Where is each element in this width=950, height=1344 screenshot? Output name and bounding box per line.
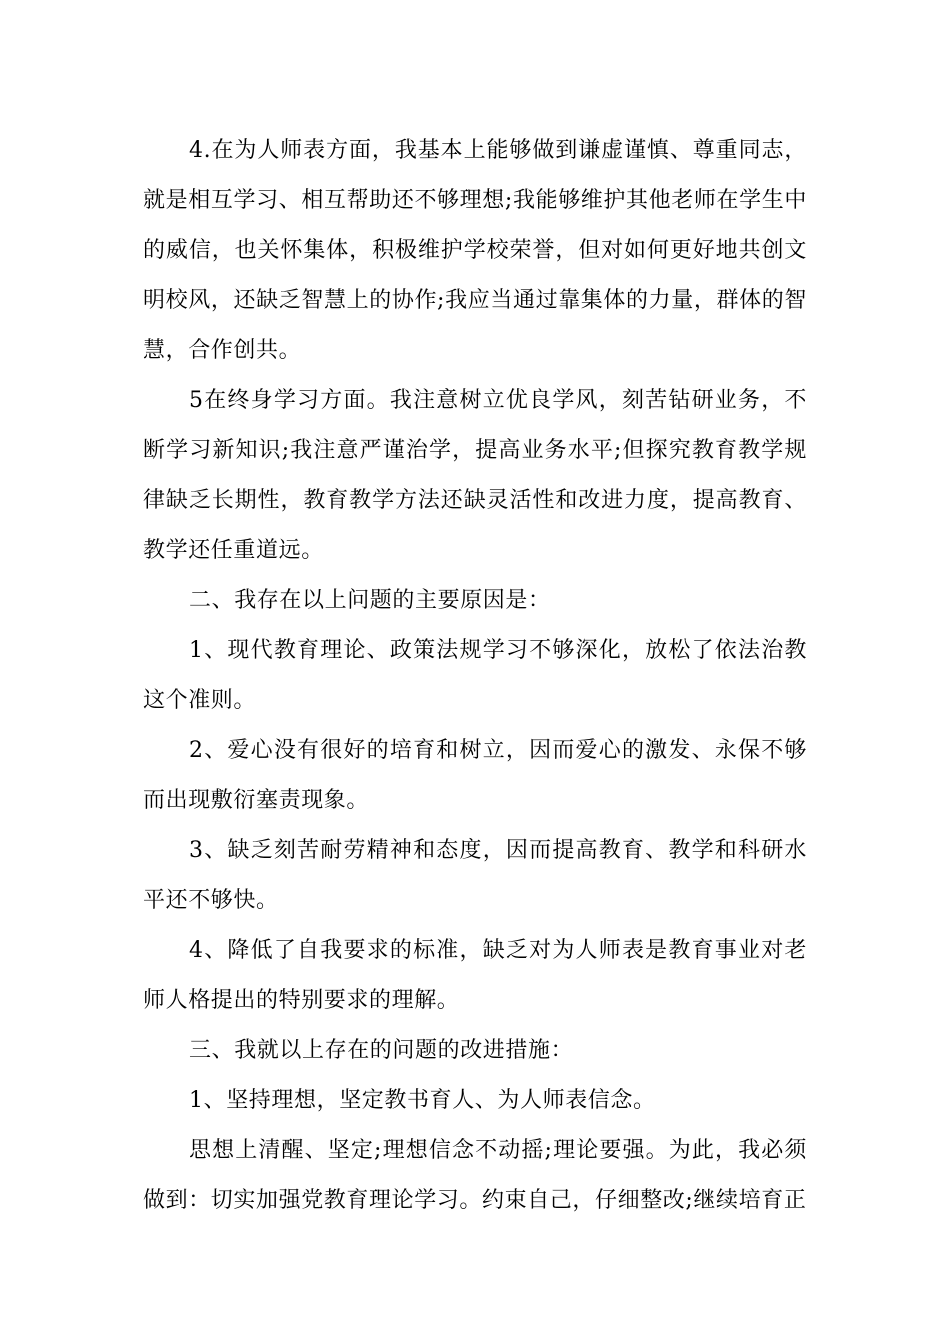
paragraph-ideological-firmness: 思想上清醒、坚定;理想信念不动摇;理论要强。为此，我必须做到：切实加强党教育理论学习。约束自己，仔细整改;继续培育正 [143, 1138, 807, 1213]
section-heading-measures: 三、我就以上存在的问题的改进措施： [189, 1038, 574, 1063]
document-body [143, 126, 807, 1226]
measure-item-1: 1、坚持理想，坚定教书育人、为人师表信念。 [189, 1088, 656, 1113]
cause-item-1: 1、现代教育理论、政策法规学习不够深化，放松了依法治教这个准则。 [143, 638, 807, 713]
cause-item-3: 3、缺乏刻苦耐劳精神和态度，因而提高教育、教学和科研水平还不够快。 [143, 838, 807, 913]
cause-item-4: 4、降低了自我要求的标准，缺乏对为人师表是教育事业对老师人格提出的特别要求的理解。 [143, 938, 807, 1013]
paragraph-lifelong-learning: 5在终身学习方面。我注意树立优良学风，刻苦钻研业务，不断学习新知识;我注意严谨治学，提高业务水平;但探究教育教学规律缺乏长期性，教育教学方法还缺灵活性和改进力度，提高教育、教学还任重道远。 [143, 388, 807, 563]
section-heading-causes: 二、我存在以上问题的主要原因是： [189, 588, 551, 613]
paragraph-teacher-conduct: 4.在为人师表方面，我基本上能够做到谦虚谨慎、尊重同志，就是相互学习、相互帮助还不够理想;我能够维护其他老师在学生中的威信，也关怀集体，积极维护学校荣誉，但对如何更好地共创文明校风，还缺乏智慧上的协作;我应当通过靠集体的力量，群体的智慧，合作创共。 [143, 138, 807, 363]
cause-item-2: 2、爱心没有很好的培育和树立，因而爱心的激发、永保不够而出现敷衍塞责现象。 [143, 738, 807, 813]
